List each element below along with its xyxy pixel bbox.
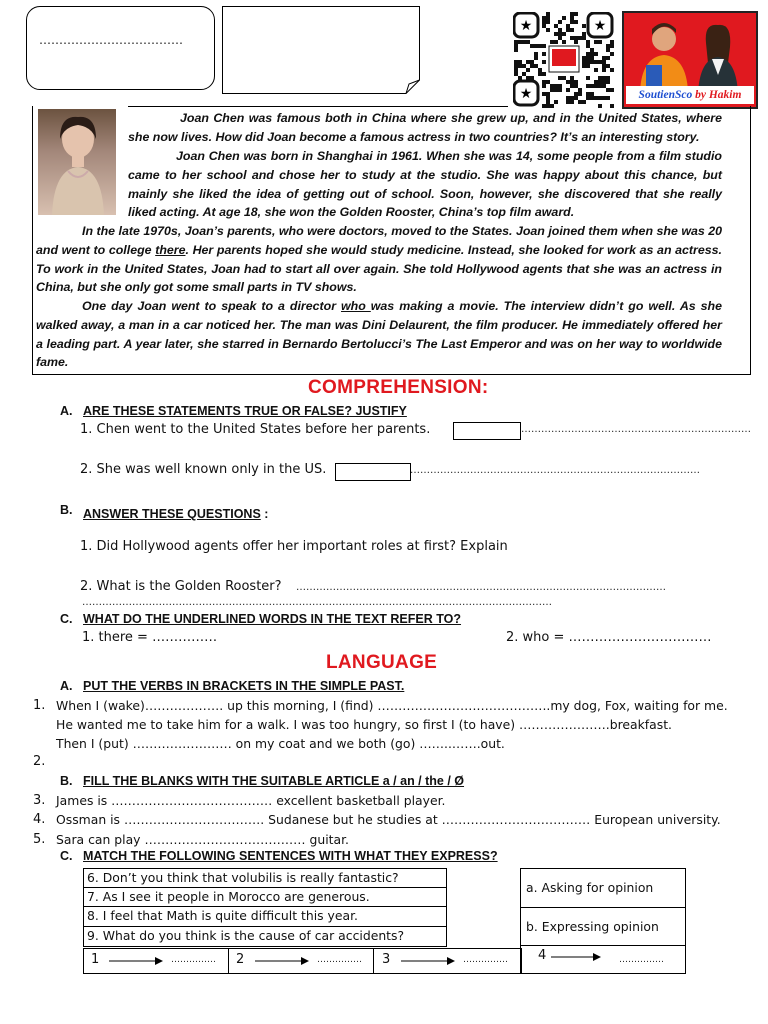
match-sentence-9: 9. What do you think is the cause of car accidents? xyxy=(87,928,405,943)
brand-logo xyxy=(622,11,758,109)
statement-2: 2. She was well known only in the US. xyxy=(80,462,327,477)
qr-code xyxy=(513,12,615,108)
qr-finder xyxy=(588,13,612,37)
lang-a-label: A. xyxy=(60,679,73,693)
name-dots: ……………………………… xyxy=(39,33,183,47)
statement-1-dots[interactable]: …………………………………………………………… xyxy=(521,424,751,435)
answer-num-4: 4 xyxy=(538,948,547,963)
article-line-2[interactable]: Ossman is ……………………………. Sudanese but he studies at ……………………………… European university. xyxy=(56,812,721,827)
book-icon xyxy=(646,65,662,87)
svg-text:★: ★ xyxy=(593,18,607,34)
note-shape xyxy=(222,6,420,94)
options-divider-2 xyxy=(520,945,685,946)
name-box[interactable] xyxy=(26,6,215,90)
section-c-label: C. xyxy=(60,612,73,626)
question-2-dots[interactable]: ………………………………………………………………………………………………… xyxy=(296,582,666,593)
statement-2-answer-box[interactable] xyxy=(335,463,411,481)
lang-b-title: FILL THE BLANKS WITH THE SUITABLE ARTICLE a / an / the / Ø xyxy=(83,774,465,788)
article-line-1[interactable]: James is ………………………………… excellent basketball player. xyxy=(56,793,446,808)
note-box xyxy=(222,6,420,94)
verb-line-1[interactable]: When I (wake)………………. up this morning, I (find) …………………….……………..my dog, Fox, waiting for me. xyxy=(56,698,728,713)
match-sentence-6: 6. Don’t you think that volubilis is really fantastic? xyxy=(87,870,399,885)
paragraph-4 xyxy=(36,297,722,372)
statement-1-answer-box[interactable] xyxy=(453,422,521,440)
lang-num-5: 5. xyxy=(33,832,46,847)
section-a-title: ARE THESE STATEMENTS TRUE OR FALSE? JUSTIFY xyxy=(83,404,407,418)
option-b: b. Expressing opinion xyxy=(526,919,659,934)
statement-2-dots[interactable]: …………………………………………………………………………… xyxy=(410,465,700,476)
row-divider-1 xyxy=(83,887,446,888)
arrow-right-icon xyxy=(551,953,601,961)
paragraph-1 xyxy=(128,109,722,147)
options-divider-1 xyxy=(520,907,685,908)
lang-b-label: B. xyxy=(60,774,73,788)
lang-num-4: 4. xyxy=(33,812,46,827)
row-divider-2 xyxy=(83,906,446,907)
answer-num-1: 1 xyxy=(91,952,100,967)
lang-num-3: 3. xyxy=(33,793,46,808)
underlined-who: who xyxy=(341,299,371,313)
lang-num-1: 1. xyxy=(33,698,46,713)
paragraph-3-text-a: In the late 1970s, Joan’s parents, who were doctors, moved to the States. Joan joined them when she was 20 and went to college xyxy=(36,224,722,257)
comprehension-title: COMPREHENSION: xyxy=(308,377,489,398)
answer-dots-4[interactable]: …………… xyxy=(619,955,664,965)
question-2: 2. What is the Golden Rooster? xyxy=(80,579,282,594)
match-sentence-7: 7. As I see it people in Morocco are generous. xyxy=(87,889,370,904)
answer-dots-3[interactable]: …………… xyxy=(463,955,508,965)
lang-num-2: 2. xyxy=(33,754,46,769)
statement-1: 1. Chen went to the United States before her parents. xyxy=(80,422,431,437)
article-line-3[interactable]: Sara can play ………………………………… guitar. xyxy=(56,832,349,847)
actress-photo xyxy=(38,109,116,215)
section-b-label: B. xyxy=(60,503,73,517)
underlined-there: there xyxy=(155,242,186,257)
row-divider-3 xyxy=(83,926,446,927)
qr-finder xyxy=(514,81,538,105)
verb-line-3[interactable]: Then I (put) …………………… on my coat and we both (go) ……..…….out. xyxy=(56,736,505,751)
question-1: 1. Did Hollywood agents offer her important roles at first? Explain xyxy=(80,539,508,554)
section-b-title: ANSWER THESE QUESTIONS xyxy=(83,507,261,521)
arrow-right-icon xyxy=(401,957,455,965)
lang-c-title: MATCH THE FOLLOWING SENTENCES WITH WHAT THEY EXPRESS? xyxy=(83,849,498,863)
language-title: LANGUAGE xyxy=(326,652,438,673)
section-a-label: A. xyxy=(60,404,73,418)
qr-finder xyxy=(514,13,538,37)
brand-caption xyxy=(626,86,754,104)
section-b-title-wrap xyxy=(83,503,268,522)
paragraph-4-text-a: One day Joan went to speak to a director xyxy=(82,299,342,313)
brand-name-b: by xyxy=(692,89,709,101)
match-sentence-8: 8. I feel that Math is quite difficult this year. xyxy=(87,908,358,923)
paragraph-3 xyxy=(36,222,722,297)
refer-there[interactable]: 1. there = …………… xyxy=(82,630,218,645)
paragraph-2 xyxy=(128,147,722,222)
lang-a-title: PUT THE VERBS IN BRACKETS IN THE SIMPLE PAST. xyxy=(83,679,405,693)
brand-name-a: SoutienSco xyxy=(638,89,693,101)
option-a: a. Asking for opinion xyxy=(526,880,654,895)
answer-divider-2 xyxy=(373,948,374,973)
section-c-title: WHAT DO THE UNDERLINED WORDS IN THE TEXT REFER TO? xyxy=(83,612,462,626)
brand-name-c: Hakim xyxy=(708,89,742,101)
lang-c-label: C. xyxy=(60,849,73,863)
paragraph-2-text: Joan Chen was born in Shanghai in 1961. When she was 14, some people from a film studio came to her school and chose her to study at the studio. She was happy about this chance, but mainly she liked the idea of getting out of school. Soon, however, she discovered that she really liked acting. At age 18, she won the Golden Rooster, China’s top film award. xyxy=(128,149,722,220)
answer-num-2: 2 xyxy=(236,952,245,967)
arrow-right-icon xyxy=(255,957,309,965)
answer-dots-1[interactable]: …………… xyxy=(171,955,216,965)
arrow-right-icon xyxy=(109,957,163,965)
verb-line-2[interactable]: He wanted me to take him for a walk. I was too hungry, so first I (to have) ………………….breakfast. xyxy=(56,717,672,732)
match-table xyxy=(83,868,685,973)
svg-text:★: ★ xyxy=(519,86,533,102)
svg-text:★: ★ xyxy=(519,18,533,34)
paragraph-4-text-b: was making a movie. The interview didn’t go well. As she walked away, a man in a car noticed her. The man was Dini Delaurent, the film producer. He immediately offered her a leading part. A year later, she starred in Bernardo Bertolucci’s The Last Emperor and was on her way to worldwide fame. xyxy=(36,299,722,370)
answer-divider-1 xyxy=(228,948,229,973)
question-2-dots-line2[interactable]: …………………………………………………………………………………………………………………………… xyxy=(82,597,552,608)
refer-who[interactable]: 2. who = …………………………… xyxy=(506,630,712,645)
paragraph-1-text: Joan Chen was famous both in China where she grew up, and in the United States, where she now lives. How did Joan become a famous actress in two countries? It’s an interesting story. xyxy=(128,111,722,144)
answer-num-3: 3 xyxy=(382,952,391,967)
answer-dots-2[interactable]: …………… xyxy=(317,955,362,965)
paragraph-3-text-b: . Her parents hoped she would study medicine. Instead, she looked for work as an actress. To work in the United States, Joan had to start all over again. She told Hollywood agents that she was an actress in China, but she only got some small parts in TV shows. xyxy=(36,242,722,295)
section-b-colon: : xyxy=(260,507,269,521)
